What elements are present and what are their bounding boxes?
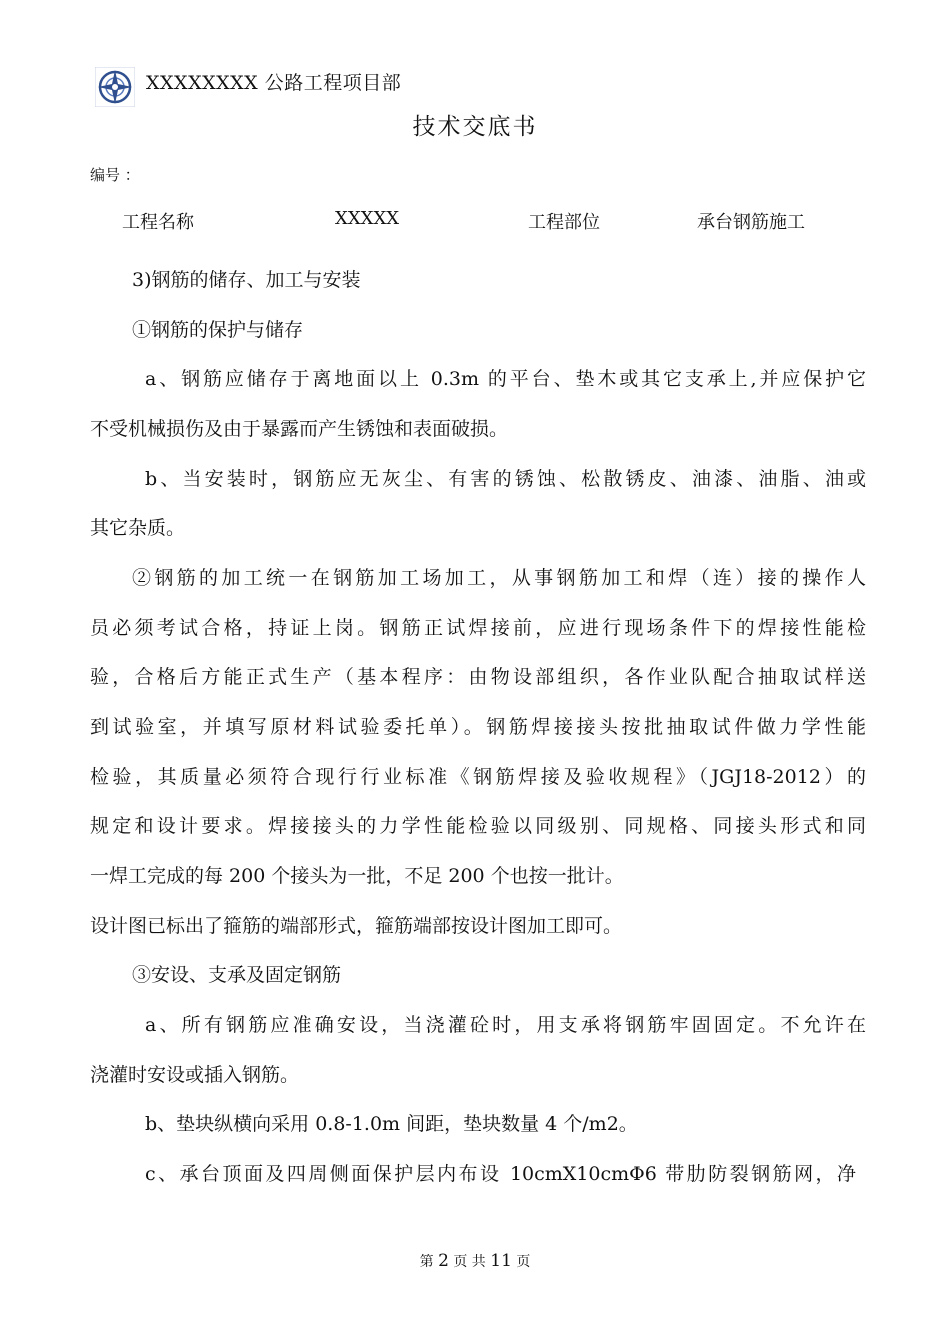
paragraph-line: 设计图已标出了箍筋的端部形式，箍筋端部按设计图加工即可。 — [90, 915, 623, 937]
footer-middle: 页 共 — [453, 1254, 486, 1270]
project-name-value: XXXXX — [335, 208, 400, 229]
paragraph-line: b、垫块纵横向采用 0.8-1.0m 间距，垫块数量 4 个/m2。 — [145, 1113, 638, 1135]
company-emblem-icon — [95, 67, 135, 107]
paragraph-line: 规定和设计要求。焊接接头的力学性能检验以同级别、同规格、同接头形式和同 — [90, 815, 866, 837]
section-heading: 3)钢筋的储存、加工与安装 — [132, 269, 361, 291]
footer-suffix: 页 — [516, 1254, 531, 1270]
footer-prefix: 第 — [419, 1254, 434, 1270]
total-page-count: 11 — [490, 1251, 512, 1271]
page-footer — [0, 1251, 950, 1271]
company-name: XXXXXXXX 公路工程项目部 — [146, 72, 402, 94]
project-name-label: 工程名称 — [122, 212, 194, 233]
document-title: 技术交底书 — [412, 114, 538, 140]
paragraph-line: 验，合格后方能正式生产（基本程序：由物设部组织，各作业队配合抽取试样送 — [90, 666, 866, 688]
current-page-number: 2 — [438, 1251, 449, 1271]
paragraph-line: a、所有钢筋应准确安设，当浇灌砼时，用支承将钢筋牢固固定。不允许在 — [145, 1014, 866, 1036]
paragraph-line: 不受机械损伤及由于暴露而产生锈蚀和表面破损。 — [90, 418, 509, 440]
subsection-heading: ①钢筋的保护与储存 — [132, 319, 304, 341]
paragraph-line: a、钢筋应储存于离地面以上 0.3m 的平台、垫木或其它支承上,并应保护它 — [145, 368, 866, 390]
document-number-label: 编号 ： — [90, 166, 140, 184]
paragraph-line: 员必须考试合格，持证上岗。钢筋正试焊接前，应进行现场条件下的焊接性能检 — [90, 617, 866, 639]
subsection-heading: ③安设、支承及固定钢筋 — [132, 964, 342, 986]
paragraph-line: ②钢筋的加工统一在钢筋加工场加工，从事钢筋加工和焊（连）接的操作人 — [132, 567, 866, 589]
project-part-value: 承台钢筋施工 — [697, 212, 805, 233]
paragraph-line: 一焊工完成的每 200 个接头为一批，不足 200 个也按一批计。 — [90, 865, 624, 887]
paragraph-line: 浇灌时安设或插入钢筋。 — [90, 1064, 300, 1086]
paragraph-line: b、当安装时，钢筋应无灰尘、有害的锈蚀、松散锈皮、油漆、油脂、油或 — [145, 468, 866, 490]
paragraph-line: 其它杂质。 — [90, 517, 186, 539]
project-part-label: 工程部位 — [528, 212, 600, 233]
paragraph-line: 检验，其质量必须符合现行行业标准《钢筋焊接及验收规程》（JGJ18-2012）的 — [90, 766, 866, 788]
paragraph-line: c、承台顶面及四周侧面保护层内布设 10cmX10cmΦ6 带肋防裂钢筋网，净 — [145, 1163, 856, 1185]
paragraph-line: 到试验室，并填写原材料试验委托单）。钢筋焊接接头按批抽取试件做力学性能 — [90, 716, 866, 738]
